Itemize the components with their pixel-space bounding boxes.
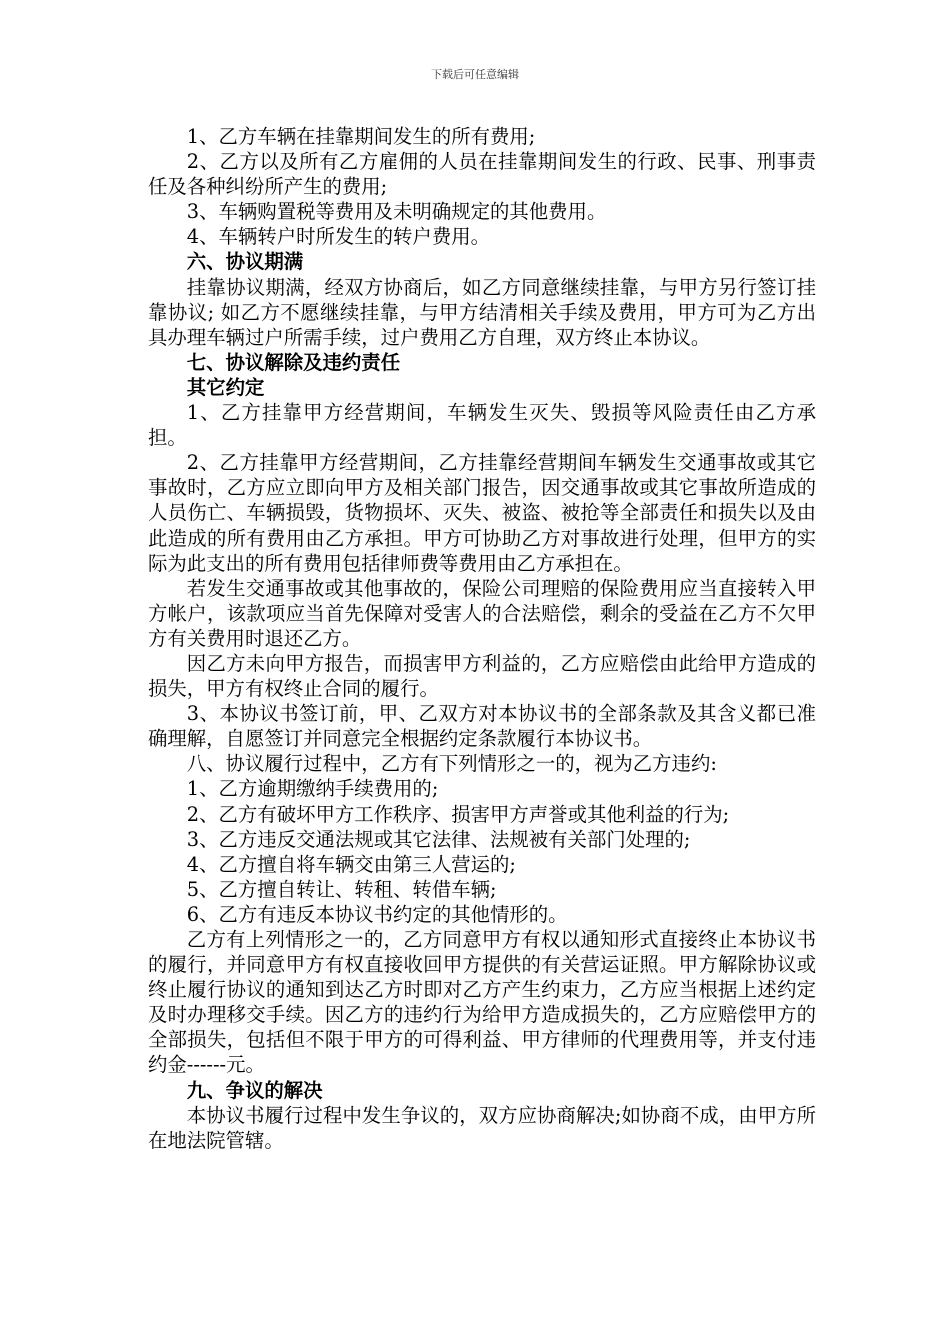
section-heading: 六、协议期满 xyxy=(186,250,304,274)
paragraph: 3、本协议书签订前，甲、乙双方对本协议书的全部条款及其含义都已准确理解，自愿签订并同意完全根据约定条款履行本协议书。 xyxy=(148,702,816,751)
paragraph: 5、乙方擅自转让、转租、转借车辆; xyxy=(186,877,497,901)
paragraph: 6、乙方有违反本协议书约定的其他情形的。 xyxy=(186,902,568,926)
section-heading: 其它约定 xyxy=(186,375,265,399)
paragraph: 因乙方未向甲方报告，而损害甲方利益的，乙方应赔偿由此给甲方造成的损失，甲方有权终止合同的履行。 xyxy=(148,651,816,701)
section-heading: 七、协议解除及违约责任 xyxy=(186,350,401,374)
paragraph: 挂靠协议期满，经双方协商后，如乙方同意继续挂靠，与甲方另行签订挂靠协议; 如乙方不愿继续挂靠，与甲方结清相关手续及费用，甲方可为乙方出具办理车辆过户所需手续，过户费用乙方自理，双方终止本协议。 xyxy=(148,275,816,349)
paragraph: 八、协议履行过程中，乙方有下列情形之一的，视为乙方违约: xyxy=(186,752,717,776)
paragraph: 1、乙方逾期缴纳手续费用的; xyxy=(186,777,439,801)
paragraph: 若发生交通事故或其他事故的，保险公司理赔的保险费用应当直接转入甲方帐户，该款项应当首先保障对受害人的合法赔偿，剩余的受益在乙方不欠甲方有关费用时退还乙方。 xyxy=(148,576,816,650)
paragraph: 2、乙方有破坏甲方工作秩序、损害甲方声誉或其他利益的行为; xyxy=(186,802,730,826)
paragraph: 2、乙方以及所有乙方雇佣的人员在挂靠期间发生的行政、民事、刑事责任及各种纠纷所产生的费用; xyxy=(148,150,816,199)
section-heading: 九、争议的解决 xyxy=(186,1078,323,1102)
page-header: 下载后可任意编辑 xyxy=(431,68,519,81)
paragraph: 1、乙方车辆在挂靠期间发生的所有费用; xyxy=(186,125,536,148)
paragraph: 2、乙方挂靠甲方经营期间，乙方挂靠经营期间车辆发生交通事故或其它事故时，乙方应立即向甲方及相关部门报告，因交通事故或其它事故所造成的人员伤亡、车辆损毁，货物损坏、灭失、被盗、被抢等全部责任和损失以及由此造成的所有费用由乙方承担。甲方可协助乙方对事故进行处理，但甲方的实际为此支出的所有费用包括律师费等费用由乙方承担在。 xyxy=(148,451,816,575)
paragraph: 本协议书履行过程中发生争议的，双方应协商解决;如协商不成，由甲方所在地法院管辖。 xyxy=(148,1103,816,1152)
paragraph: 1、乙方挂靠甲方经营期间，车辆发生灭失、毁损等风险责任由乙方承担。 xyxy=(148,401,816,450)
paragraph: 3、乙方违反交通法规或其它法律、法规被有关部门处理的; xyxy=(186,827,691,851)
paragraph: 4、乙方擅自将车辆交由第三人营运的; xyxy=(186,852,516,876)
paragraph: 乙方有上列情形之一的，乙方同意甲方有权以通知形式直接终止本协议书的履行，并同意甲方有权直接收回甲方提供的有关营运证照。甲方解除协议或终止履行协议的通知到达乙方时即对乙方产生约束力，乙方应当根据上述约定及时办理移交手续。因乙方的违约行为给甲方造成损失的，乙方应赔偿甲方的全部损失，包括但不限于甲方的可得利益、甲方律师的代理费用等，并支付违约金------元。 xyxy=(148,928,816,1077)
paragraph: 4、车辆转户时所发生的转户费用。 xyxy=(186,225,490,249)
paragraph: 3、车辆购置税等费用及未明确规定的其他费用。 xyxy=(186,200,607,224)
document-body xyxy=(148,124,816,1153)
